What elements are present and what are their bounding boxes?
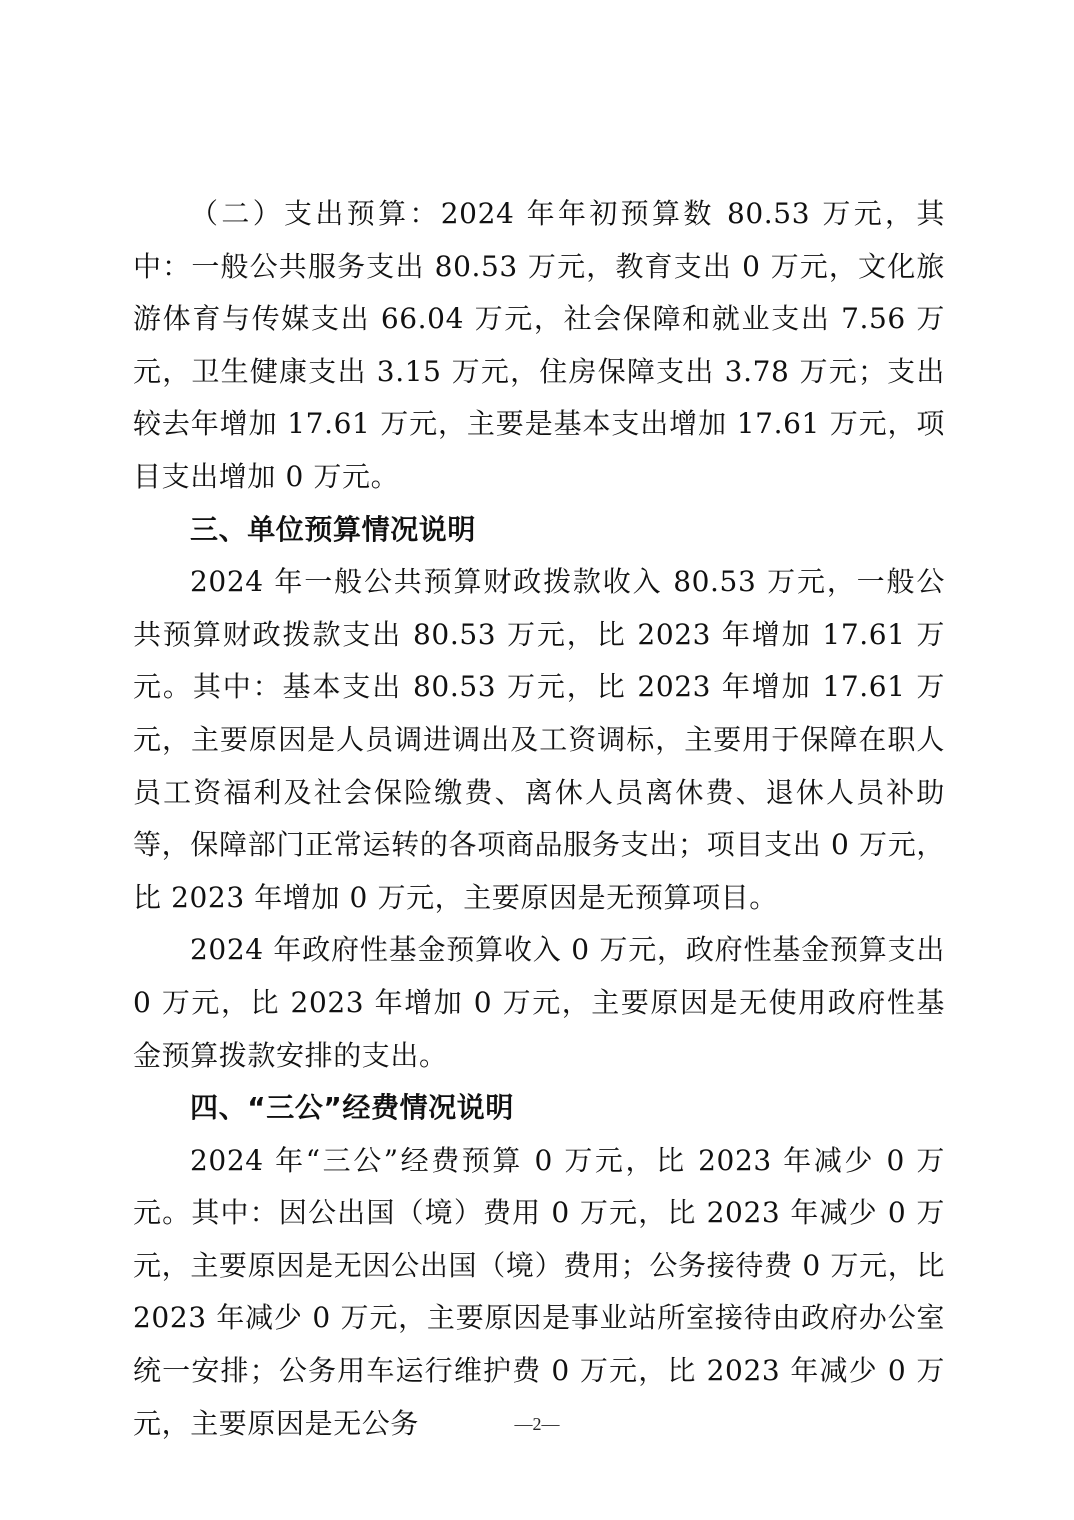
document-body xyxy=(133,188,945,1450)
general-budget-paragraph: 2024 年一般公共预算财政拨款收入 80.53 万元，一般公共预算财政拨款支出 80.53 万元，比 2023 年增加 17.61 万元。其中：基本支出 80.53 万元，比 2023 年增加 17.61 万元，主要原因是人员调进调出及工资调标，主要用于保障在职人员工资福利及社会保险缴费、离休人员离休费、退休人员补助等，保障部门正常运转的各项商品服务支出；项目支出 0 万元，比 2023 年增加 0 万元，主要原因是无预算项目。 xyxy=(133,565,945,914)
section-heading-three-public-expenses: 四、“三公”经费情况说明 xyxy=(190,1091,515,1125)
section-heading-unit-budget: 三、单位预算情况说明 xyxy=(190,512,477,546)
expenditure-budget-paragraph: （二）支出预算：2024 年年初预算数 80.53 万元，其中：一般公共服务支出 80.53 万元，教育支出 0 万元，文化旅游体育与传媒支出 66.04 万元，社会保障和就业支出 7.56 万元，卫生健康支出 3.15 万元，住房保障支出 3.78 万元；支出较去年增加 17.61 万元，主要是基本支出增加 17.61 万元，项目支出增加 0 万元。 xyxy=(133,197,945,493)
page-number: —2— xyxy=(514,1414,560,1434)
three-public-expenses-paragraph: 2024 年“三公”经费预算 0 万元，比 2023 年减少 0 万元。其中：因公出国（境）费用 0 万元，比 2023 年减少 0 万元，主要原因是无因公出国（境）费用；公务接待费 0 万元，比 2023 年减少 0 万元，主要原因是事业站所室接待由政府办公室统一安排；公务用车运行维护费 0 万元，比 2023 年减少 0 万元，主要原因是无公务 xyxy=(133,1143,945,1440)
government-fund-paragraph: 2024 年政府性基金预算收入 0 万元，政府性基金预算支出 0 万元，比 2023 年增加 0 万元，主要原因是无使用政府性基金预算拨款安排的支出。 xyxy=(133,933,945,1072)
